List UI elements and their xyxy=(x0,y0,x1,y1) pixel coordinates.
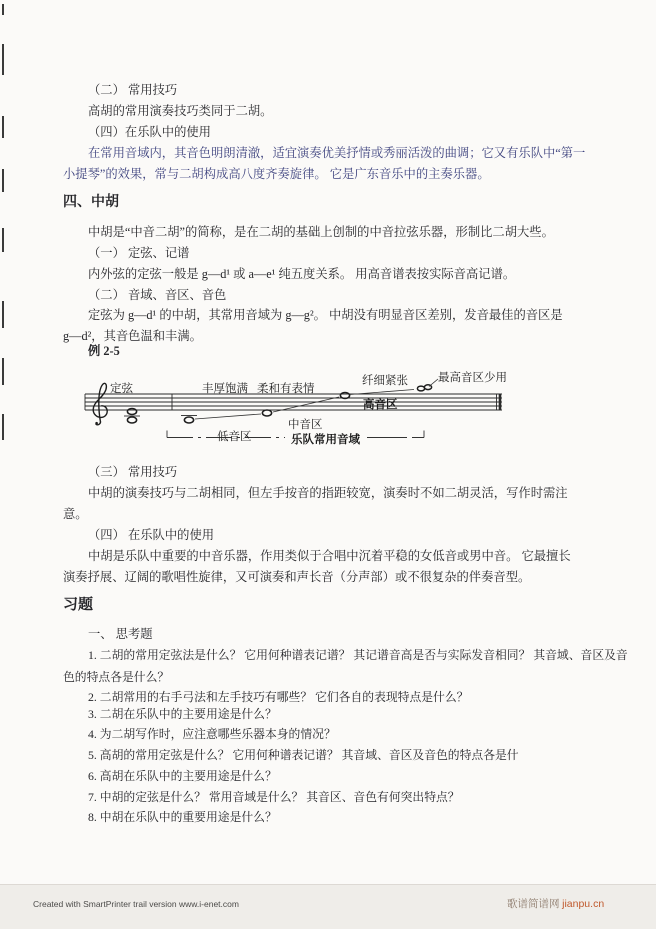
mid-register-note xyxy=(262,410,271,416)
scan-artifact xyxy=(2,414,4,440)
question-4: 4. 为二胡写作时，应注意哪些乐器本身的情况？ xyxy=(88,727,336,741)
staff-svg xyxy=(80,360,510,460)
site-name-chinese: 歌谱简谱网 xyxy=(507,899,560,910)
label-tuning: 定弦 xyxy=(110,383,133,395)
zhonghu-range-heading: （二） 音域、音区、音色 xyxy=(88,288,227,302)
gaohu-tech-heading: （二） 常用技巧 xyxy=(88,83,178,97)
scan-artifact xyxy=(2,358,4,385)
question-6: 6. 高胡在乐队中的主要用途是什么？ xyxy=(88,769,277,783)
question-1-line2: 色的特点各是什么？ xyxy=(63,670,170,684)
question-1-line1: 1. 二胡的常用定弦法是什么？ 它用何种谱表记谱？ 其记谱音高是否与实际发音相同？ 其音域、音区及音 xyxy=(88,648,628,662)
top-register-note-1 xyxy=(417,386,424,391)
zhonghu-tuning-text: 内外弦的定弦一般是 g—d¹ 或 a—e¹ 纯五度关系。 用高音谱表按实际音高记谱。 xyxy=(88,267,516,281)
zhonghu-tech-heading: （三） 常用技巧 xyxy=(88,465,178,479)
music-staff-figure xyxy=(80,360,510,465)
zhonghu-section-heading: 四、中胡 xyxy=(63,195,119,210)
zhonghu-tech-line1: 中胡的演奏技巧与二胡相同，但左手按音的指距较宽，演奏时不如二胡灵活，写作时需注 xyxy=(88,486,568,500)
exercises-subheading: 一、 思考题 xyxy=(88,627,153,641)
watermark-jianpu xyxy=(507,896,604,911)
gaohu-orchestra-heading: （四）在乐队中的使用 xyxy=(88,125,211,139)
question-3: 3. 二胡在乐队中的主要用途是什么？ xyxy=(88,707,277,721)
question-7: 7. 中胡的定弦是什么？ 常用音域是什么？ 其音区、音色有何突出特点？ xyxy=(88,790,460,804)
treble-clef-icon xyxy=(93,383,107,424)
question-2: 2. 二胡常用的右手弓法和左手技巧有哪些？ 它们各自的表现特点是什么？ xyxy=(88,690,469,704)
zhonghu-tech-line2: 意。 xyxy=(63,507,88,521)
question-8: 8. 中胡在乐队中的重要用途是什么？ xyxy=(88,810,277,824)
zhonghu-orchestra-line1: 中胡是乐队中重要的中音乐器，作用类似于合唱中沉着平稳的女低音或男中音。 它最擅长 xyxy=(88,549,571,563)
zhonghu-orchestra-heading: （四） 在乐队中的使用 xyxy=(88,528,215,542)
gaohu-tech-text: 高胡的常用演奏技巧类同于二胡。 xyxy=(88,104,273,118)
scan-artifact xyxy=(2,44,4,75)
scan-artifact xyxy=(2,116,4,138)
label-mid-quality: 柔和有表情 xyxy=(257,383,315,395)
tuning-note-lower xyxy=(127,417,136,423)
site-domain: jianpu.cn xyxy=(562,898,605,910)
zhonghu-tuning-heading: （一） 定弦、记谱 xyxy=(88,246,190,260)
exercises-heading: 习题 xyxy=(63,597,94,613)
zhonghu-range-line1: 定弦为 g—d¹ 的中胡，其常用音域为 g—g²。 中胡没有明显音区差别，发音最佳的音区是 xyxy=(88,308,563,322)
label-top-register: 最高音区少用 xyxy=(438,372,507,384)
watermark-smartprinter: Created with SmartPrinter trail version www.i-enet.com xyxy=(33,899,239,909)
label-low-register: 低音区 xyxy=(217,431,252,443)
scan-artifact xyxy=(2,169,4,192)
zhonghu-intro: 中胡是“中音二胡”的简称，是在二胡的基础上创制的中音拉弦乐器，形制比二胡大些。 xyxy=(88,225,554,239)
zhonghu-range-line2: g—d²，其音色温和丰满。 xyxy=(63,329,202,343)
scan-artifact xyxy=(2,301,4,328)
scan-artifact xyxy=(2,4,4,15)
label-high-register: 高音区 xyxy=(363,399,398,411)
label-orchestra-range: 乐队常用音域 xyxy=(291,434,360,446)
label-mid-register: 中音区 xyxy=(288,419,323,431)
gaohu-orchestra-line2: 小提琴”的效果，常与二胡构成高八度齐奏旋律。 它是广东音乐中的主奏乐器。 xyxy=(63,167,490,181)
label-high-quality: 纤细紧张 xyxy=(362,375,408,387)
zhonghu-orchestra-line2: 演奏抒展、辽阔的歌唱性旋律，又可演奏和声长音（分声部）或不很复杂的伴奏音型。 xyxy=(63,570,531,584)
example-label: 例 2-5 xyxy=(88,344,120,358)
question-5: 5. 高胡的常用定弦是什么？ 它用何种谱表记谱？ 其音域、音区及音色的特点各是什 xyxy=(88,748,519,762)
label-low-quality: 丰厚饱满 xyxy=(202,383,248,395)
low-register-note xyxy=(184,417,193,423)
gaohu-orchestra-line1: 在常用音域内，其音色明朗清澈，适宜演奏优美抒情或秀丽活泼的曲调；它又有乐队中“第一 xyxy=(88,146,586,160)
tuning-note-upper xyxy=(127,409,136,415)
scan-artifact xyxy=(2,228,4,252)
